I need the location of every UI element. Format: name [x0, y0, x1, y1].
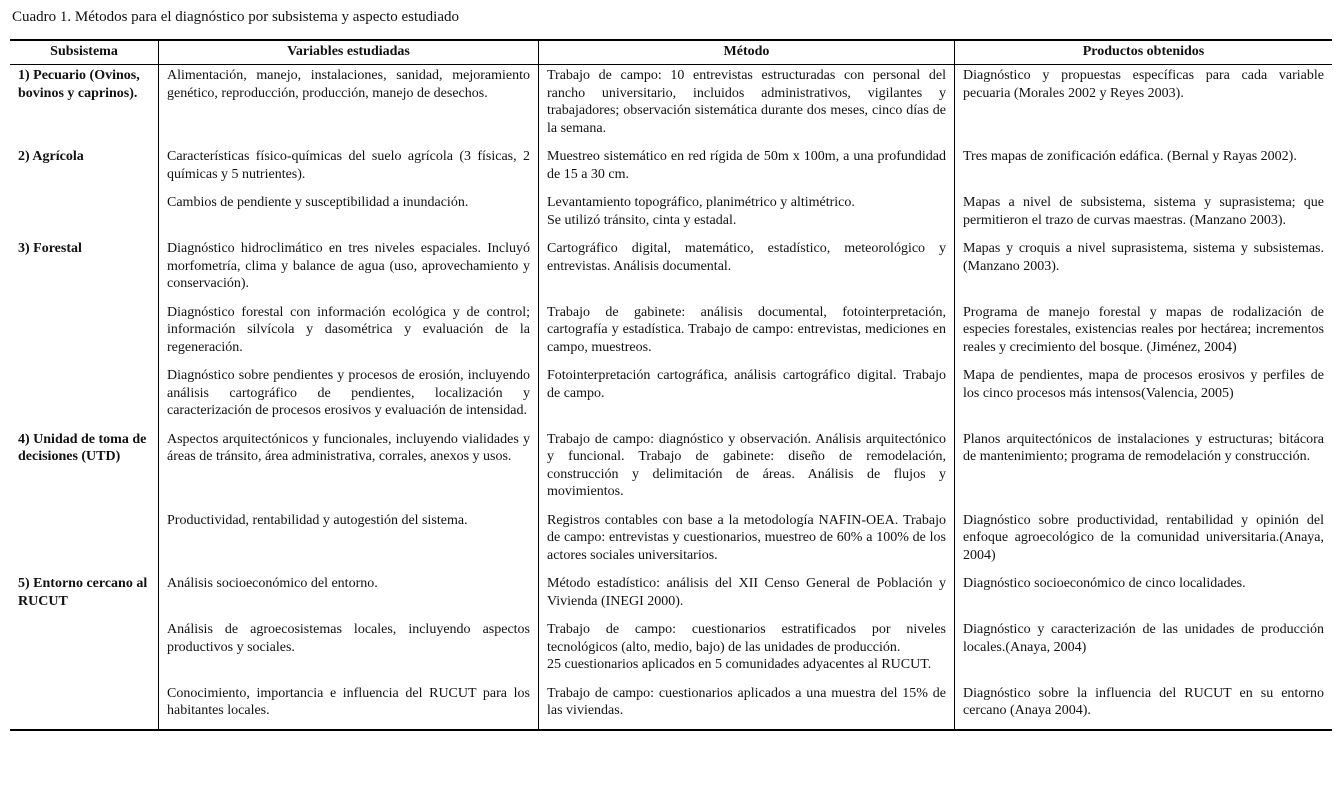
paragraph: Características físico-químicas del suelo agrícola (3 físicas, 2 químicas y 5 nutrientes). [167, 149, 530, 182]
paragraph: Mapas a nivel de subsistema, sistema y suprasistema; que permitieron el trazo de curvas maestras. (Manzano 2003). [963, 195, 1324, 228]
cell-metodo [538, 238, 954, 302]
cell-variables [158, 302, 538, 366]
cell-productos [954, 65, 1332, 146]
subsystem-cell: 3) Forestal [18, 241, 82, 257]
cell-metodo [538, 302, 954, 366]
paragraph: Trabajo de campo: cuestionarios aplicados a una muestra del 15% de las viviendas. [547, 685, 946, 719]
paragraph: Muestreo sistemático en red rígida de 50m x 100m, a una profundidad de 15 a 30 cm. [547, 149, 946, 182]
paragraph: Levantamiento topográfico, planimétrico y altimétrico. [547, 195, 855, 211]
cell-variables [158, 619, 538, 683]
paragraph: Trabajo de gabinete: análisis documental, fotointerpretación, cartografía y estadística. Trabajo de campo: entrevistas, mediciones en campo, muestreos. [547, 304, 946, 355]
cell-metodo [538, 573, 954, 619]
paragraph: Registros contables con base a la metodología NAFIN-OEA. Trabajo de campo: entrevistas y cuestionarios, muestreo de 60% a 100% de los actores sociales universitarios. [547, 512, 946, 563]
paragraph: Cartográfico digital, matemático, estadístico, meteorológico y entrevistas. Análisis documental. [547, 241, 946, 274]
cell-productos [954, 683, 1332, 729]
paragraph: Se utilizó tránsito, cinta y estadal. [547, 212, 737, 228]
col-header-variables: Variables estudiadas [158, 41, 538, 66]
cell-variables [158, 510, 538, 574]
paragraph: Diagnóstico sobre pendientes y procesos de erosión, incluyendo análisis cartográfico de pendientes, localización y caracterización de procesos erosivos y evaluación de intensidad. [167, 368, 530, 419]
paragraph: Tres mapas de zonificación edáfica. (Bernal y Rayas 2002). [963, 149, 1297, 165]
subsystem-cell: 5) Entorno cercano al RUCUT [18, 576, 148, 609]
cell-productos [954, 510, 1332, 574]
cell-productos [954, 429, 1332, 510]
paragraph: Diagnóstico sobre productividad, rentabilidad y opinión del enfoque agroecológico de la comunidad universitaria.(Anaya, 2004) [963, 512, 1324, 563]
cell-variables [158, 683, 538, 729]
cell-metodo [538, 192, 954, 238]
cell-variables [158, 146, 538, 192]
cell-productos [954, 365, 1332, 429]
paragraph: Método estadístico: análisis del XII Censo General de Población y Vivienda (INEGI 2000). [547, 576, 946, 609]
paragraph: Productividad, rentabilidad y autogestión del sistema. [167, 512, 468, 528]
paragraph: Conocimiento, importancia e influencia del RUCUT para los habitantes locales. [167, 685, 530, 719]
paragraph: Alimentación, manejo, instalaciones, sanidad, mejoramiento genético, reproducción, producción, manejo de desechos. [167, 68, 530, 101]
cell-variables [158, 238, 538, 302]
cell-variables [158, 429, 538, 510]
cell-metodo [538, 510, 954, 574]
col-header-productos: Productos obtenidos [954, 41, 1332, 66]
paragraph: Programa de manejo forestal y mapas de rodalización de especies forestales, existencias reales por hectárea; incrementos reales y crecimiento del bosque. (Jiménez, 2004) [963, 304, 1324, 355]
subsystem-cell: 2) Agrícola [18, 149, 84, 165]
cell-productos [954, 573, 1332, 619]
col-header-metodo: Método [538, 41, 954, 66]
paragraph: Diagnóstico sobre la influencia del RUCUT en su entorno cercano (Anaya 2004). [963, 685, 1324, 719]
paragraph: Diagnóstico y caracterización de las unidades de producción locales.(Anaya, 2004) [963, 622, 1324, 655]
paragraph: Mapas y croquis a nivel suprasistema, sistema y subsistemas. (Manzano 2003). [963, 241, 1324, 274]
cell-variables [158, 365, 538, 429]
cell-metodo [538, 619, 954, 683]
cell-metodo [538, 683, 954, 729]
cell-productos [954, 238, 1332, 302]
paragraph: Planos arquitectónicos de instalaciones y estructuras; bitácora de mantenimiento; programa de remodelación y construcción. [963, 431, 1324, 465]
methods-table [10, 39, 1332, 731]
cell-metodo [538, 365, 954, 429]
cell-productos [954, 619, 1332, 683]
paragraph: Trabajo de campo: diagnóstico y observación. Análisis arquitectónico y funcional. Trabajo de gabinete: diseño de remodelación, construcción y delimitación de áreas. Análisis de flujos y movimientos. [547, 431, 946, 500]
paragraph: Análisis de agroecosistemas locales, incluyendo aspectos productivos y sociales. [167, 622, 530, 655]
col-header-subsistema: Subsistema [10, 41, 158, 66]
paragraph: Trabajo de campo: cuestionarios estratificados por niveles tecnológicos (alto, medio, bajo) de las unidades de producción. [547, 622, 946, 655]
cell-productos [954, 146, 1332, 192]
paragraph: Fotointerpretación cartográfica, análisis cartográfico digital. Trabajo de campo. [547, 368, 946, 401]
cell-variables [158, 573, 538, 619]
paragraph: Diagnóstico socioeconómico de cinco localidades. [963, 576, 1246, 592]
paragraph: Diagnóstico hidroclimático en tres niveles espaciales. Incluyó morfometría, clima y balance de agua (uso, aprovechamiento y conservación). [167, 241, 530, 292]
cell-productos [954, 192, 1332, 238]
cell-metodo [538, 146, 954, 192]
paragraph: Mapa de pendientes, mapa de procesos erosivos y perfiles de los cinco procesos más intensos(Valencia, 2005) [963, 368, 1324, 401]
cell-metodo [538, 429, 954, 510]
paragraph: Análisis socioeconómico del entorno. [167, 576, 378, 592]
subsystem-cell: 1) Pecuario (Ovinos, bovinos y caprinos). [18, 68, 140, 101]
cell-variables [158, 192, 538, 238]
paragraph: 25 cuestionarios aplicados en 5 comunidades adyacentes al RUCUT. [547, 657, 932, 673]
paragraph: Aspectos arquitectónicos y funcionales, incluyendo vialidades y áreas de tránsito, área administrativa, corrales, anexos y usos. [167, 431, 530, 465]
paragraph: Trabajo de campo: 10 entrevistas estructuradas con personal del rancho universitario, incluidos administrativos, vigilantes y trabajadores; observación sistemática durante dos meses, cinco días de la semana. [547, 68, 946, 136]
cell-productos [954, 302, 1332, 366]
cell-variables [158, 65, 538, 146]
table-caption: Cuadro 1. Métodos para el diagnóstico por subsistema y aspecto estudiado [12, 9, 459, 25]
paragraph: Diagnóstico y propuestas específicas para cada variable pecuaria (Morales 2002 y Reyes 2003). [963, 68, 1324, 101]
cell-metodo [538, 65, 954, 146]
paragraph: Cambios de pendiente y susceptibilidad a inundación. [167, 195, 469, 211]
subsystem-cell: 4) Unidad de toma de decisiones (UTD) [18, 431, 147, 465]
paragraph: Diagnóstico forestal con información ecológica y de control; información silvícola y dasométrica y evaluación de la regeneración. [167, 304, 530, 355]
